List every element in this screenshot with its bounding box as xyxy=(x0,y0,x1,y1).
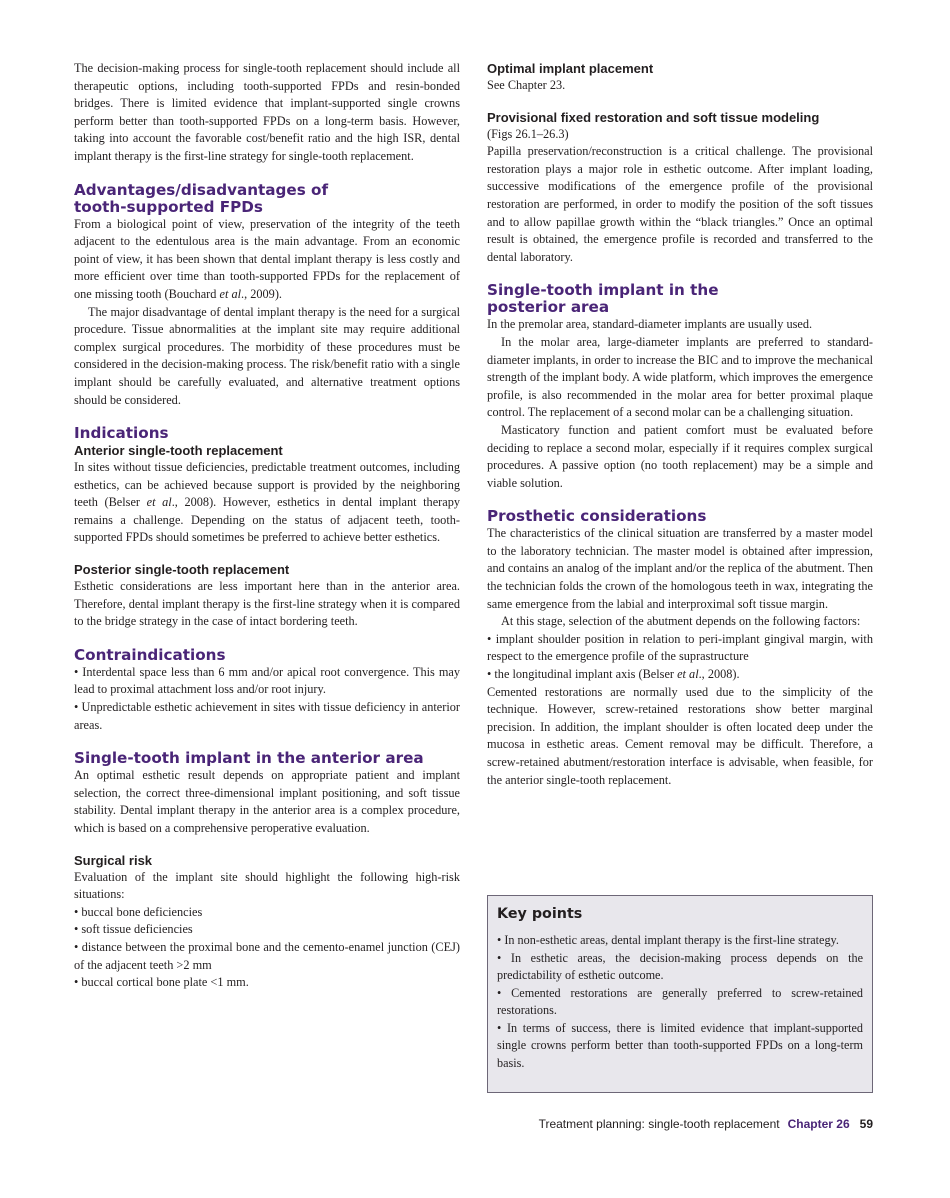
key-points-title: Key points xyxy=(497,906,583,922)
prosthetic-factor-item: • implant shoulder position in relation to peri-implant gingival margin, with respect to the emergence profile of the suprastructure xyxy=(487,631,873,664)
risk-item: • soft tissue deficiencies xyxy=(74,922,193,937)
advantages-paragraph-2: The major disadvantage of dental implant therapy is the need for a surgical procedure. Tissue abnormalities at the implant site may require additional complex surgical procedures. The morbidity of these procedures must be considered in the decision-making process. The risk/benefit ratio with a single implant should be carefully evaluated, and alternative treatment options should be considered. xyxy=(74,304,460,407)
key-point-item: • In terms of success, there is limited evidence that implant-supported single crowns perform better than tooth-supported FPDs on a long-term basis. xyxy=(497,1020,863,1070)
anterior-replacement-subheading: Anterior single-tooth replacement xyxy=(74,443,283,459)
prosthetic-factor-item: • the longitudinal implant axis (Belser et al., 2008). xyxy=(487,667,740,682)
provisional-figures-reference: (Figs 26.1–26.3) xyxy=(487,126,569,141)
posterior-area-heading: Single-tooth implant in the posterior area xyxy=(487,281,719,317)
intro-paragraph: The decision-making process for single-tooth replacement should include all therapeutic options, including tooth-supported FPDs and resin-bonded bridges. There is limited evidence that implant-supported single crowns perform better than tooth-supported FPDs on a long-term basis. However, taking into account the favorable cost/benefit ratio and the high ISR, dental implant therapy is the first-line strategy for single-tooth replacement. xyxy=(74,61,460,163)
prosthetic-paragraph-2: At this stage, selection of the abutment depends on the following factors: xyxy=(501,614,861,629)
contraindication-item: • Unpredictable esthetic achievement in sites with tissue deficiency in anterior areas. xyxy=(74,700,460,732)
running-title: Treatment planning: single-tooth replacement xyxy=(538,1117,780,1131)
anterior-area-paragraph: An optimal esthetic result depends on appropriate patient and implant selection, the correct three-dimensional implant positioning, and soft tissue stability. Dental implant therapy in the anterior area is a complex procedure, which is based on a comprehensive peroperative evaluation. xyxy=(74,768,460,835)
anterior-area-heading: Single-tooth implant in the anterior area xyxy=(74,749,424,768)
risk-item: • buccal cortical bone plate <1 mm. xyxy=(74,975,249,990)
posterior-area-paragraph-1: In the premolar area, standard-diameter implants are usually used. xyxy=(487,317,813,332)
right-column xyxy=(487,60,873,789)
prosthetic-paragraph-1: The characteristics of the clinical situation are transferred by a master model to the laboratory technician. The master model is obtained after impression, and contains an analog of the implant and/or the replica of the abutment. Then the technician folds the crown of the homologous teeth in wax, integrating the same emergence from the labial and interproximal soft tissue margin. xyxy=(487,526,873,611)
key-points-box xyxy=(487,895,873,1093)
posterior-area-paragraph-3: Masticatory function and patient comfort must be evaluated before deciding to replace a second molar, especially if it requires complex surgical procedures. A passive option (no tooth replacement) may be a simple and viable solution. xyxy=(487,422,873,490)
surgical-risk-subheading: Surgical risk xyxy=(74,852,153,868)
advantages-paragraph-1: From a biological point of view, preservation of the integrity of the teeth adjacent to the edentulous area is the main advantage. From an economic point of view, it has been shown that dental implant therapy is less costly and more efficient over time than tooth-supported FPDs for the replacement of one missing tooth (Bouchard et al., 2009). xyxy=(74,216,460,301)
key-point-item: • In non-esthetic areas, dental implant therapy is the first-line strategy. xyxy=(497,933,839,947)
provisional-restoration-paragraph: Papilla preservation/reconstruction is a critical challenge. The provisional restoration plays a major role in esthetic outcome. After implant loading, successive modifications of the emergence profile of the provisional restoration are performed, in order to modify the position of the soft tissues and to allow papillae growth within the “black triangles.” Once an optimal result is obtained, the emergence profile is recorded and transferred to the dental laboratory. xyxy=(487,144,873,264)
optimal-placement-subheading: Optimal implant placement xyxy=(487,61,654,76)
optimal-placement-paragraph: See Chapter 23. xyxy=(487,78,566,92)
chapter-label: Chapter 26 xyxy=(787,1117,850,1131)
prosthetic-paragraph-3: Cemented restorations are normally used due to the simplicity of the technique. However, screw-retained restorations show better marginal precision. In addition, the implant shoulder is often located deep under the mucosa in esthetic areas. Cement removal may be difficult. Therefore, a screw-retained abutment/restoration interface is advisable, when feasible, for the anterior single-tooth replacement. xyxy=(487,684,873,787)
provisional-restoration-subheading: Provisional fixed restoration and soft tissue modeling xyxy=(487,109,820,125)
page-footer xyxy=(539,1117,873,1135)
risk-item: • distance between the proximal bone and the cemento-enamel junction (CEJ) of the adjacent teeth >2 mm xyxy=(74,939,460,972)
surgical-risk-paragraph: Evaluation of the implant site should highlight the following high-risk situations: xyxy=(74,869,460,902)
left-column xyxy=(74,60,460,992)
posterior-area-paragraph-2: In the molar area, large-diameter implants are preferred to standard-diameter implants, in order to increase the BIC and to improve the mechanical strength of the implant body. A wide platform, which improves the emergence profile, is also recommended in the molar area for better proximal plaque control. The replacement of a second molar can be a challenging situation. xyxy=(487,334,873,420)
advantages-heading: Advantages/disadvantages of tooth-supported FPDs xyxy=(74,180,329,216)
page-number: 59 xyxy=(859,1117,873,1131)
contraindications-heading: Contraindications xyxy=(74,645,226,664)
contraindication-item: • Interdental space less than 6 mm and/or apical root convergence. This may lead to proximal attachment loss and/or root injury. xyxy=(74,664,460,697)
posterior-replacement-paragraph: Esthetic considerations are less important here than in the anterior area. Therefore, dental implant therapy is the first-line strategy when it is compared to the bridge strategy in the case of intact bordering teeth. xyxy=(74,579,460,629)
posterior-replacement-subheading: Posterior single-tooth replacement xyxy=(74,562,290,578)
indications-heading: Indications xyxy=(74,424,169,443)
prosthetic-heading: Prosthetic considerations xyxy=(487,507,707,526)
risk-item: • buccal bone deficiencies xyxy=(74,904,203,919)
anterior-replacement-paragraph: In sites without tissue deficiencies, predictable treatment outcomes, including esthetics, can be achieved because support is provided by the neighboring teeth (Belser et al., 2008). However, esthetics in dental implant therapy remains a challenge. Depending on the status of adjacent teeth, tooth-supported FPDs should sometimes be preferred to achieve better esthetics. xyxy=(74,460,461,545)
key-point-item: • In esthetic areas, the decision-making process depends on the predictability of esthetic outcome. xyxy=(497,950,863,982)
key-point-item: • Cemented restorations are generally preferred to screw-retained restorations. xyxy=(497,985,863,1017)
